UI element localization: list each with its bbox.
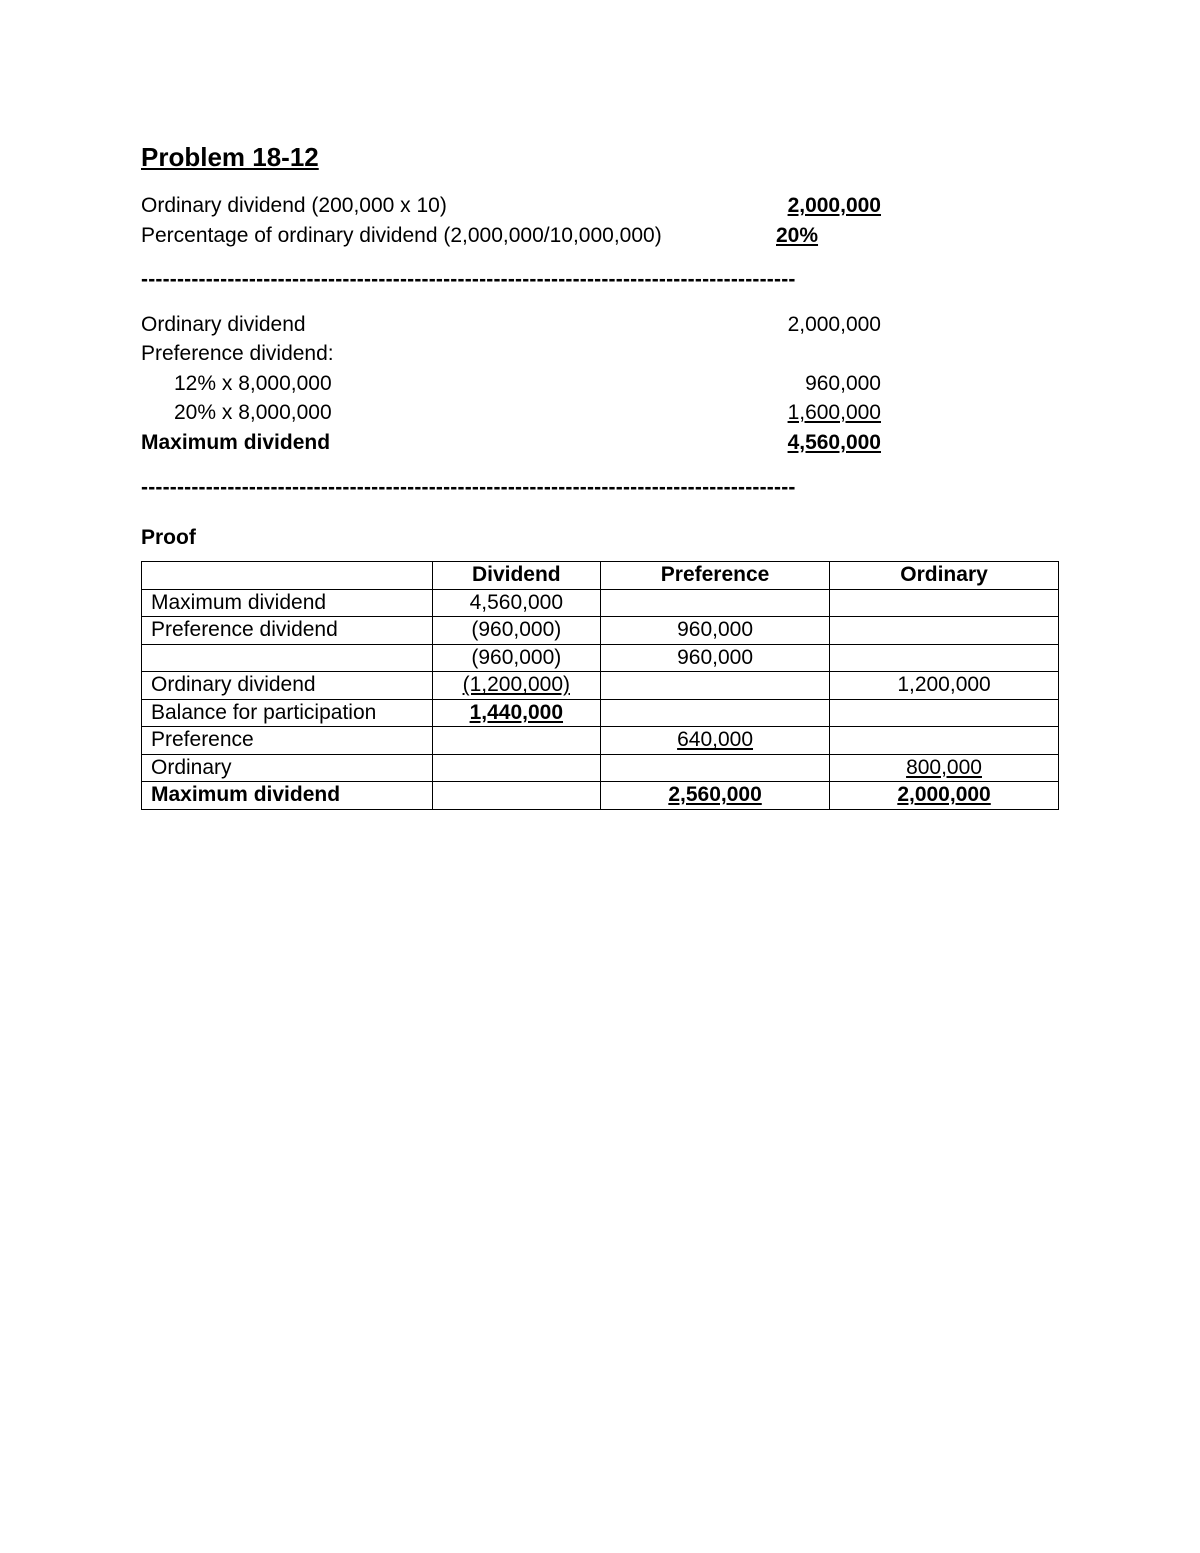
row-amount: 2,000,000 (787, 312, 881, 336)
table-row-total (142, 782, 1059, 810)
divider-line: ------------------------------------------------------------------------------------------- (141, 268, 796, 291)
proof-table (141, 561, 1059, 810)
table-cell: Ordinary dividend (142, 672, 433, 700)
table-header-row (142, 562, 1059, 590)
row-amount: 2,000,000 (787, 194, 881, 217)
table-cell (601, 589, 830, 617)
table-cell: (960,000) (432, 644, 601, 672)
document-page (141, 140, 1061, 807)
max-row-ordinary (141, 310, 1061, 340)
table-cell: (1,200,000) (432, 672, 601, 700)
table-row (142, 727, 1059, 755)
table-row (142, 699, 1059, 727)
row-amount: 960,000 (805, 371, 881, 395)
table-cell (830, 644, 1059, 672)
table-row (142, 672, 1059, 700)
table-cell: (960,000) (432, 617, 601, 645)
table-row (142, 644, 1059, 672)
table-cell (830, 589, 1059, 617)
table-cell: 2,560,000 (601, 782, 830, 810)
table-cell: 1,440,000 (432, 699, 601, 727)
divider-line: ------------------------------------------------------------------------------------------- (141, 476, 796, 499)
header-cell-ordinary: Ordinary (830, 562, 1059, 590)
row-amount: 1,600,000 (787, 401, 881, 424)
table-cell: 800,000 (830, 754, 1059, 782)
max-row-pref-12 (141, 369, 1061, 399)
header-cell-dividend: Dividend (432, 562, 601, 590)
row-label: Preference dividend: (141, 342, 334, 365)
row-amount: 4,560,000 (787, 430, 881, 454)
page-title: Problem 18-12 (141, 142, 319, 172)
table-cell (142, 644, 433, 672)
table-row (142, 589, 1059, 617)
table-cell: 4,560,000 (432, 589, 601, 617)
row-label: Ordinary dividend (141, 312, 306, 336)
table-cell (601, 699, 830, 727)
row-label: 12% x 8,000,000 (174, 371, 332, 395)
header-cell (142, 562, 433, 590)
computation-row-percentage (141, 221, 1061, 251)
row-amount: 20% (776, 223, 819, 247)
max-row-pref-20 (141, 398, 1061, 428)
table-cell (432, 782, 601, 810)
header-cell-preference: Preference (601, 562, 830, 590)
table-cell: Maximum dividend (142, 782, 433, 810)
computation-row-ordinary (141, 191, 1061, 221)
table-row (142, 617, 1059, 645)
row-label: Ordinary dividend (200,000 x 10) (141, 194, 447, 217)
max-row-total (141, 428, 1061, 458)
table-cell: Preference (142, 727, 433, 755)
table-cell: Ordinary (142, 754, 433, 782)
table-cell (830, 727, 1059, 755)
table-cell: Balance for participation (142, 699, 433, 727)
table-cell (432, 727, 601, 755)
row-label: Maximum dividend (141, 430, 331, 454)
table-cell: 960,000 (601, 617, 830, 645)
table-row (142, 754, 1059, 782)
table-cell: 2,000,000 (830, 782, 1059, 810)
table-cell: Preference dividend (142, 617, 433, 645)
max-row-preference-heading (141, 339, 1061, 369)
row-label: 20% x 8,000,000 (174, 401, 332, 424)
proof-heading: Proof (141, 525, 196, 549)
table-cell: 1,200,000 (830, 672, 1059, 700)
table-cell (830, 699, 1059, 727)
table-cell (830, 617, 1059, 645)
row-label: Percentage of ordinary dividend (2,000,000/10,000,000) (141, 223, 662, 247)
table-cell (601, 754, 830, 782)
table-cell: 640,000 (601, 727, 830, 755)
table-cell: Maximum dividend (142, 589, 433, 617)
table-cell (432, 754, 601, 782)
table-cell (601, 672, 830, 700)
table-cell: 960,000 (601, 644, 830, 672)
